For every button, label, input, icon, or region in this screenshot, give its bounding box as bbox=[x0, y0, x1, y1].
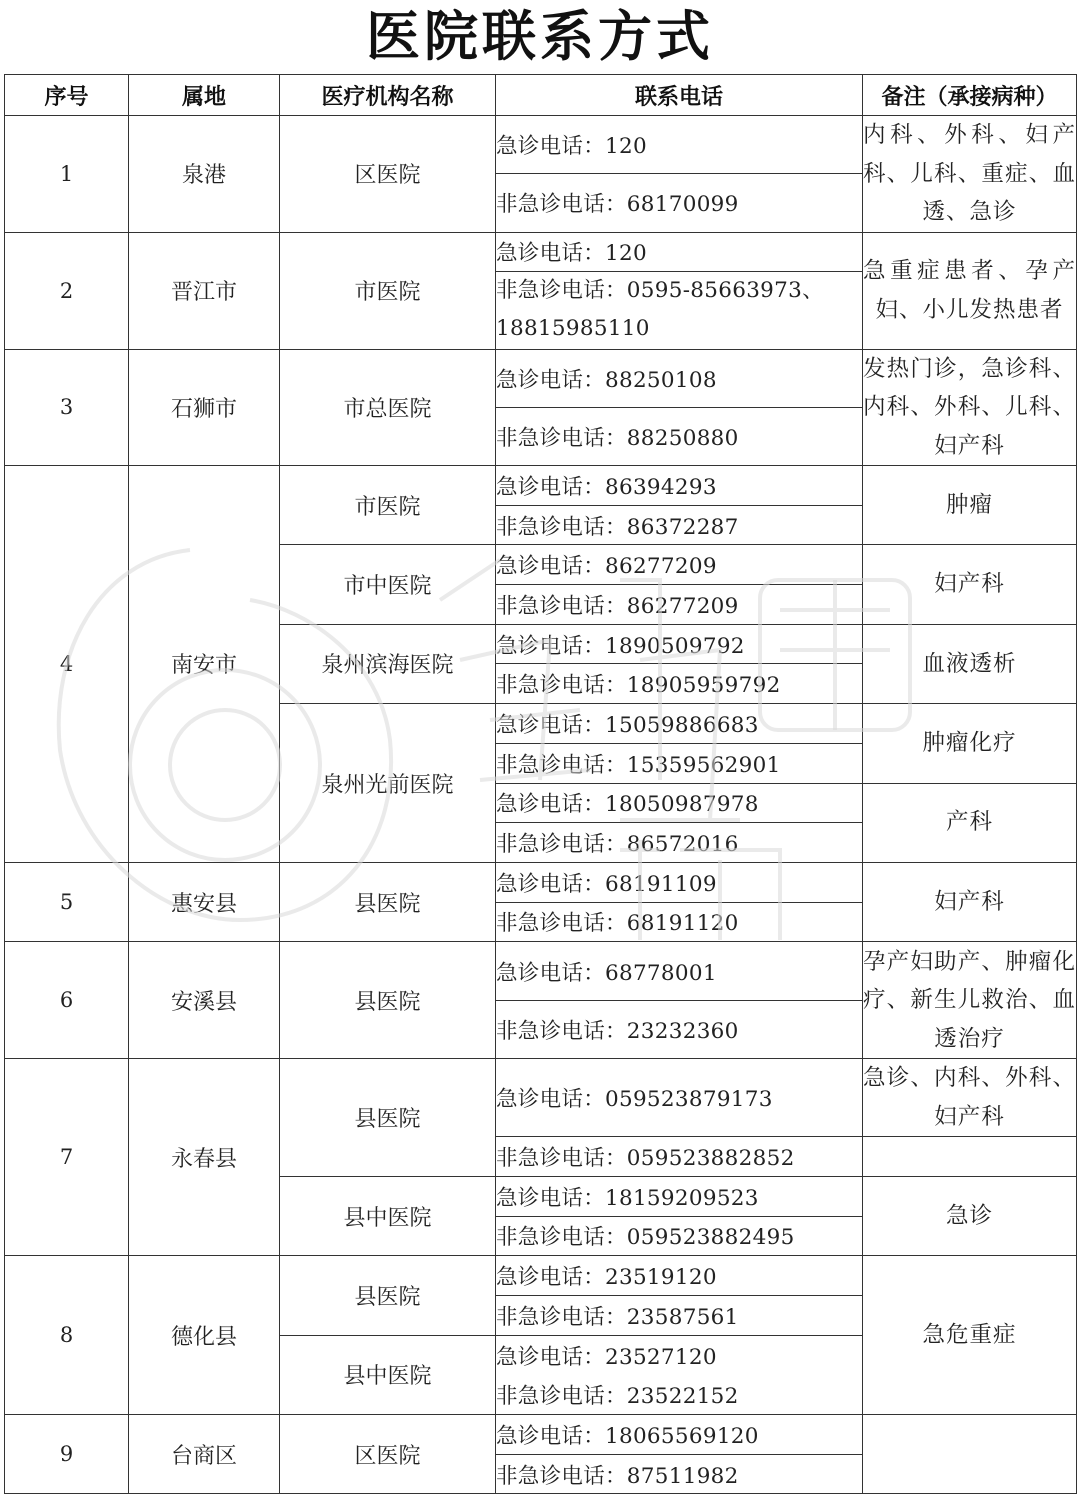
emergency-phone: 急诊电话：86277209 bbox=[496, 545, 863, 585]
row-org: 市医院 bbox=[280, 232, 496, 349]
emergency-phone: 急诊电话：88250108 bbox=[496, 349, 863, 407]
table-row bbox=[5, 1059, 1077, 1137]
emergency-phone: 急诊电话：18159209523 bbox=[496, 1176, 863, 1216]
row-remark: 肿瘤化疗 bbox=[863, 704, 1077, 783]
table-header-row bbox=[5, 75, 1077, 116]
row-remark: 急诊 bbox=[863, 1176, 1077, 1255]
row-remark: 产科 bbox=[863, 783, 1077, 862]
row-no: 4 bbox=[5, 466, 129, 863]
non-emergency-phone: 非急诊电话：23587561 bbox=[496, 1296, 863, 1336]
row-remark: 急重症患者、孕产妇、小儿发热患者 bbox=[863, 232, 1077, 349]
row-org: 县医院 bbox=[280, 1256, 496, 1335]
table-row bbox=[5, 862, 1077, 902]
row-org: 县医院 bbox=[280, 1059, 496, 1177]
header-no: 序号 bbox=[5, 75, 129, 116]
non-emergency-phone: 非急诊电话：87511982 bbox=[496, 1454, 863, 1494]
row-remark: 急诊、内科、外科、妇产科 bbox=[863, 1059, 1077, 1137]
page-title: 医院联系方式 bbox=[366, 5, 714, 68]
row-no: 8 bbox=[5, 1256, 129, 1415]
row-org: 市医院 bbox=[280, 466, 496, 545]
table-row bbox=[5, 1256, 1077, 1296]
row-remark: 妇产科 bbox=[863, 862, 1077, 941]
row-remark: 孕产妇助产、肿瘤化疗、新生儿救治、血透治疗 bbox=[863, 942, 1077, 1059]
header-org: 医疗机构名称 bbox=[280, 75, 496, 116]
header-remark: 备注（承接病种） bbox=[863, 75, 1077, 116]
row-region: 南安市 bbox=[129, 466, 280, 863]
emergency-phone: 急诊电话：18050987978 bbox=[496, 783, 863, 823]
row-region: 石狮市 bbox=[129, 349, 280, 466]
row-remark: 急危重症 bbox=[863, 1256, 1077, 1415]
emergency-phone: 急诊电话：68778001 bbox=[496, 942, 863, 1001]
row-no: 3 bbox=[5, 349, 129, 466]
row-no: 9 bbox=[5, 1415, 129, 1494]
table-row bbox=[5, 942, 1077, 1001]
table-row bbox=[5, 116, 1077, 174]
row-remark-empty bbox=[863, 1415, 1077, 1494]
row-org: 县医院 bbox=[280, 862, 496, 941]
emergency-phone: 急诊电话：23527120 bbox=[496, 1335, 863, 1375]
emergency-phone: 急诊电话：059523879173 bbox=[496, 1059, 863, 1137]
row-org: 泉州光前医院 bbox=[280, 704, 496, 863]
hospital-contact-table bbox=[4, 74, 1077, 1494]
emergency-phone: 急诊电话：68191109 bbox=[496, 862, 863, 902]
row-remark-empty bbox=[863, 1137, 1077, 1177]
row-org: 市总医院 bbox=[280, 349, 496, 466]
non-emergency-phone: 非急诊电话：15359562901 bbox=[496, 743, 863, 783]
emergency-phone: 急诊电话：1890509792 bbox=[496, 624, 863, 664]
row-org: 市中医院 bbox=[280, 545, 496, 624]
row-remark: 内科、外科、妇产科、儿科、重症、血透、急诊 bbox=[863, 116, 1077, 233]
emergency-phone: 急诊电话：120 bbox=[496, 232, 863, 271]
non-emergency-phone: 非急诊电话：0595-85663973、18815985110 bbox=[496, 271, 863, 349]
row-remark: 妇产科 bbox=[863, 545, 1077, 624]
header-region: 属地 bbox=[129, 75, 280, 116]
non-emergency-phone: 非急诊电话：86372287 bbox=[496, 505, 863, 545]
emergency-phone: 急诊电话：15059886683 bbox=[496, 704, 863, 744]
row-org: 县中医院 bbox=[280, 1335, 496, 1414]
table-row bbox=[5, 349, 1077, 407]
row-region: 安溪县 bbox=[129, 942, 280, 1059]
non-emergency-phone: 非急诊电话：18905959792 bbox=[496, 664, 863, 704]
row-region: 晋江市 bbox=[129, 232, 280, 349]
table-row bbox=[5, 1415, 1077, 1455]
non-emergency-phone: 非急诊电话：68191120 bbox=[496, 902, 863, 942]
non-emergency-phone: 非急诊电话：88250880 bbox=[496, 407, 863, 465]
emergency-phone: 急诊电话：18065569120 bbox=[496, 1415, 863, 1455]
row-remark: 肿瘤 bbox=[863, 466, 1077, 545]
row-no: 7 bbox=[5, 1059, 129, 1256]
non-emergency-phone: 非急诊电话：059523882495 bbox=[496, 1216, 863, 1256]
row-region: 永春县 bbox=[129, 1059, 280, 1256]
header-phone: 联系电话 bbox=[496, 75, 863, 116]
row-region: 德化县 bbox=[129, 1256, 280, 1415]
row-org: 区医院 bbox=[280, 1415, 496, 1494]
row-remark: 发热门诊，急诊科、内科、外科、儿科、妇产科 bbox=[863, 349, 1077, 466]
emergency-phone: 急诊电话：23519120 bbox=[496, 1256, 863, 1296]
non-emergency-phone: 非急诊电话：23232360 bbox=[496, 1000, 863, 1059]
non-emergency-phone: 非急诊电话：86277209 bbox=[496, 585, 863, 625]
row-org: 区医院 bbox=[280, 116, 496, 233]
row-no: 2 bbox=[5, 232, 129, 349]
non-emergency-phone: 非急诊电话：23522152 bbox=[496, 1375, 863, 1415]
non-emergency-phone: 非急诊电话：68170099 bbox=[496, 174, 863, 232]
non-emergency-phone: 非急诊电话：059523882852 bbox=[496, 1137, 863, 1177]
row-region: 惠安县 bbox=[129, 862, 280, 941]
non-emergency-phone: 非急诊电话：86572016 bbox=[496, 823, 863, 863]
row-no: 6 bbox=[5, 942, 129, 1059]
table-row bbox=[5, 466, 1077, 506]
row-region: 泉港 bbox=[129, 116, 280, 233]
row-org: 泉州滨海医院 bbox=[280, 624, 496, 703]
row-no: 1 bbox=[5, 116, 129, 233]
row-region: 台商区 bbox=[129, 1415, 280, 1494]
row-org: 县医院 bbox=[280, 942, 496, 1059]
emergency-phone: 急诊电话：86394293 bbox=[496, 466, 863, 506]
row-remark: 血液透析 bbox=[863, 624, 1077, 703]
table-row bbox=[5, 232, 1077, 271]
emergency-phone: 急诊电话：120 bbox=[496, 116, 863, 174]
row-org: 县中医院 bbox=[280, 1176, 496, 1255]
row-no: 5 bbox=[5, 862, 129, 941]
